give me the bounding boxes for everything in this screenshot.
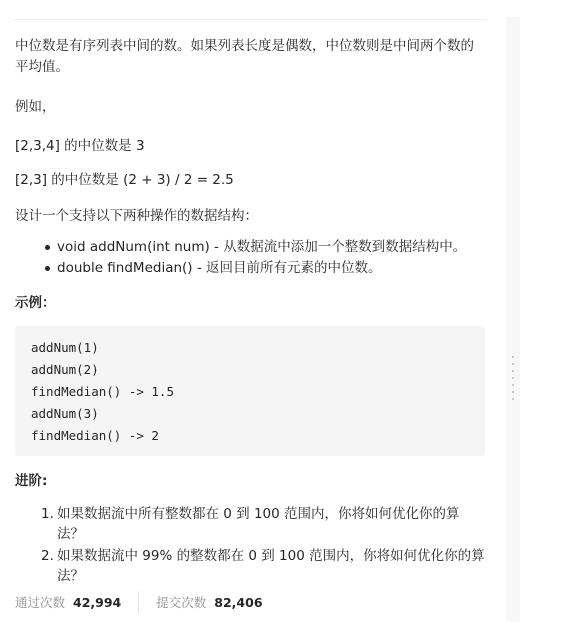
example-text-2: [2,3] 的中位数是 (2 + 3) / 2 = 2.5 bbox=[15, 172, 234, 188]
advanced-item bbox=[15, 546, 485, 586]
operation-item: void addNum(int num) - 从数据流中添加一个整数到数据结构中。 bbox=[15, 237, 485, 258]
code-line: addNum(3) bbox=[31, 406, 99, 421]
operation-item: double findMedian() - 返回目前所有元素的中位数。 bbox=[15, 258, 485, 279]
advanced-list bbox=[15, 504, 485, 586]
submission-count-label: 提交次数 bbox=[156, 595, 207, 610]
example-text-1: [2,3,4] 的中位数是 3 bbox=[15, 138, 145, 154]
accepted-count-label: 通过次数 bbox=[15, 595, 66, 610]
advanced-item bbox=[15, 504, 485, 544]
accepted-count-value: 42,994 bbox=[73, 594, 122, 610]
submission-stats bbox=[15, 590, 263, 614]
operations-list bbox=[15, 237, 485, 279]
drag-dot bbox=[512, 377, 514, 379]
code-line: findMedian() -> 2 bbox=[31, 428, 159, 443]
drag-dot bbox=[512, 398, 514, 400]
drag-dot bbox=[512, 356, 514, 358]
drag-dot bbox=[512, 391, 514, 393]
drag-dot bbox=[512, 370, 514, 372]
drag-handle-icon[interactable] bbox=[512, 356, 514, 404]
intro-text: 中位数是有序列表中间的数。如果列表长度是偶数，中位数则是中间两个数的平均值。 bbox=[15, 38, 474, 75]
code-line: findMedian() -> 1.5 bbox=[31, 384, 174, 399]
drag-dot bbox=[512, 363, 514, 365]
design-prompt: 设计一个支持以下两种操作的数据结构： bbox=[15, 208, 258, 224]
top-divider bbox=[14, 19, 486, 20]
submission-count-value: 82,406 bbox=[214, 594, 263, 610]
advanced-section-title: 进阶: bbox=[15, 473, 48, 489]
advanced-item-number: 2. bbox=[41, 548, 54, 564]
code-line: addNum(1) bbox=[31, 340, 99, 355]
example-label: 例如， bbox=[15, 99, 56, 115]
example-code-block bbox=[15, 326, 485, 456]
problem-content bbox=[15, 36, 485, 602]
stats-divider bbox=[138, 591, 139, 613]
example-section-title: 示例： bbox=[15, 295, 56, 311]
drag-dot bbox=[512, 384, 514, 386]
advanced-item-text: 如果数据流中所有整数都在 0 到 100 范围内，你将如何优化你的算法？ bbox=[57, 506, 460, 542]
panel-resize-gutter[interactable] bbox=[506, 17, 520, 622]
advanced-item-number: 1. bbox=[41, 506, 54, 522]
advanced-item-text: 如果数据流中 99% 的整数都在 0 到 100 范围内，你将如何优化你的算法？ bbox=[57, 548, 485, 584]
code-line: addNum(2) bbox=[31, 362, 99, 377]
